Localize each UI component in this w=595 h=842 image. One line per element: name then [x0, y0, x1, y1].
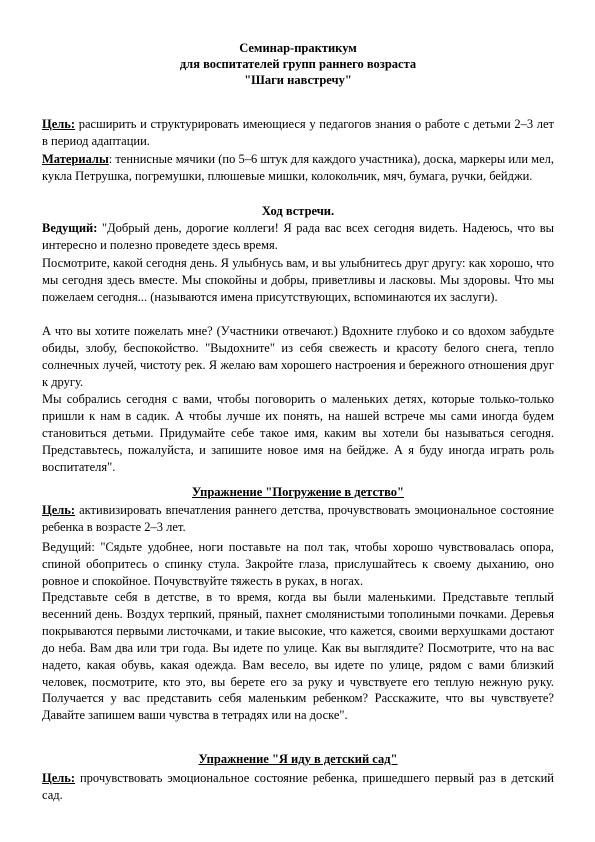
host-intro-paragraph	[42, 220, 554, 254]
heading-line-2: для воспитателей групп раннего возраста	[179, 57, 417, 71]
exercise-1-host-label: Ведущий:	[42, 540, 95, 554]
exercise-2-title: Упражнение "Я иду в детский сад"	[198, 752, 398, 766]
exercise-1-goal	[42, 502, 554, 536]
materials-paragraph	[42, 151, 554, 185]
exercise-1-goal-label: Цель:	[42, 503, 76, 517]
heading-line-3: "Шаги навстречу"	[244, 73, 352, 87]
host-label: Ведущий:	[42, 221, 98, 235]
goal-label: Цель:	[42, 117, 76, 131]
exercise-2-goal	[42, 770, 554, 804]
document-heading	[42, 40, 554, 88]
exercise-1-goal-text: активизировать впечатления раннего детства, прочувствовать эмоциональное состояние ребенка в возрасте 2–3 лет.	[42, 503, 554, 534]
meeting-title: Ход встречи.	[261, 204, 335, 218]
goal-paragraph	[42, 116, 554, 150]
gathering-paragraph: Мы собрались сегодня с вами, чтобы поговорить о маленьких детях, которые только-только пришли к нам в садик. А чтобы лучше их понять, на нашей встрече мы сами иногда будем становиться детьми. Придумайте себе такое имя, каким вы хотели бы называться сегодня. Представьтесь, пожалуйста, и запишите новое имя на бейдже. А я буду иногда играть роль воспитателя".	[42, 392, 554, 474]
heading-line-1: Семинар-практикум	[239, 41, 357, 55]
exercise-1-imagine-paragraph: Представьте себя в детстве, в то время, когда вы были маленькими. Представьте теплый весенний день. Воздух терпкий, пряный, пахнет смолянистыми тополиными почками. Деревья покрываются первыми листочками, и такие высокие, что кажется, своими верхушками достают до неба. Вам два или три года. Вы идете по улице. Как вы выглядите? Посмотрите, что на вас надето, какая обувь, какая одежда. Вам весело, вы идете по улице, рядом с вами близкий человек, посмотрите, кто это, вы берете его за руку и чувствуете его теплую нежную руку. Получается у вас представить себя маленьким ребенком? Расскажите, что вы чувствуете? Давайте запишем ваши чувства в тетрадях или на доске".	[42, 590, 554, 723]
exercise-2-goal-label: Цель:	[42, 771, 76, 785]
wishes-paragraph: А что вы хотите пожелать мне? (Участники отвечают.) Вдохните глубоко и со вдохом забудьте обиды, злобу, беспокойство. "Выдохните" из себя свежесть и красоту белого снега, тепло солнечных лучей, чистоту рек. Я желаю вам хорошего настроения и бережного отношения друг к другу.	[42, 324, 554, 389]
host-intro-text: "Добрый день, дорогие коллеги! Я рада вас всех сегодня видеть. Надеюсь, что вы интересно и полезно проведете здесь время.	[42, 221, 554, 252]
exercise-2-goal-text: прочувствовать эмоциональное состояние ребенка, пришедшего первый раз в детский сад.	[42, 771, 554, 802]
exercise-1-title: Упражнение "Погружение в детство"	[191, 485, 404, 499]
exercise-1-host-text: "Сядьте удобнее, ноги поставьте на пол так, чтобы хорошо чувствовалась опора, спиной обопритесь о спинку стула. Закройте глаза, прислушайтесь к своему дыханию, оно ровное и спокойное. Почувствуйте тяжесть в руках, в ногах.	[42, 540, 554, 588]
materials-text: : теннисные мячики (по 5–6 штук для каждого участника), доска, маркеры или мел, кукла Петрушка, погремушки, плюшевые мишки, колокольчик, мяч, бумага, ручки, бейджи.	[42, 152, 554, 183]
materials-label: Материалы	[42, 152, 109, 166]
exercise-1-host-paragraph	[42, 539, 554, 590]
goal-text: расширить и структурировать имеющиеся у педагогов знания о работе с детьми 2–3 лет в период адаптации.	[42, 117, 554, 148]
greeting-paragraph: Посмотрите, какой сегодня день. Я улыбнусь вам, и вы улыбнитесь друг другу: как хорошо, что мы сегодня здесь вместе. Мы спокойны и добры, приветливы и ласковы. Мы здоровы. Что мы пожелаем сегодня... (называются имена присутствующих, вспоминаются их заслуги).	[42, 256, 554, 304]
